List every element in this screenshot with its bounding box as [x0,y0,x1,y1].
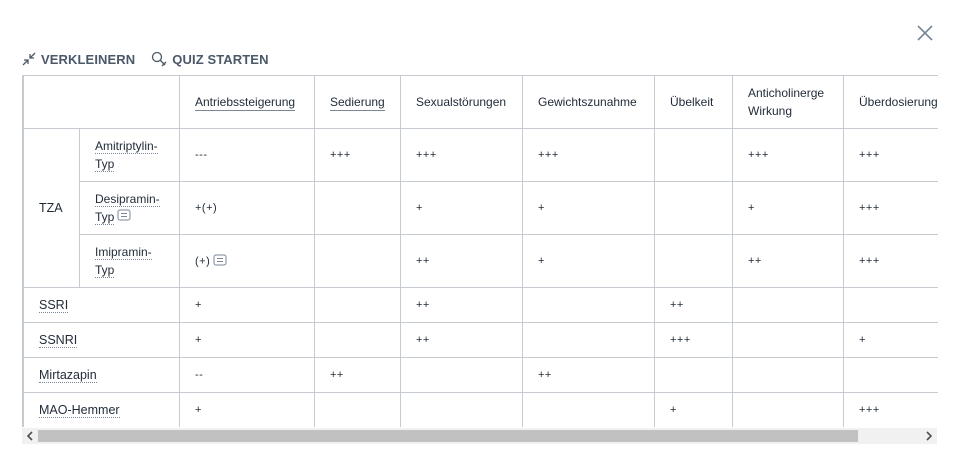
cell [655,129,733,182]
column-header: Sedierung [315,76,401,129]
row-label: SSRI [24,288,180,323]
cell [401,358,523,393]
quiz-icon [151,51,167,67]
collapse-arrows-icon [22,52,36,66]
cell: +++ [844,235,939,288]
cell: +++ [844,393,939,428]
cell: + [523,182,655,235]
cell: + [655,393,733,428]
cell [733,393,844,428]
row-group-label: TZA [24,129,80,288]
chevron-left-icon [26,431,34,441]
cell [655,182,733,235]
cell [655,235,733,288]
cell: ++ [733,235,844,288]
row-label: MAO-Hemmer [24,393,180,428]
cell: --- [180,129,315,182]
close-icon [914,22,936,44]
cell [844,358,939,393]
cell [315,288,401,323]
start-quiz-button[interactable] [151,51,268,67]
note-icon[interactable] [213,254,227,269]
cell [655,358,733,393]
chevron-right-icon [925,431,933,441]
cell: + [180,393,315,428]
cell: + [844,323,939,358]
cell: + [523,235,655,288]
cell: ++ [523,358,655,393]
cell: (+) [180,235,315,288]
cell: ++ [401,235,523,288]
cell: +++ [655,323,733,358]
cell: +++ [733,129,844,182]
table-row [24,323,939,358]
corner-cell [24,76,180,129]
cell [315,235,401,288]
row-label: Amitriptylin-Typ [80,129,180,182]
cell: ++ [401,323,523,358]
cell: +++ [844,129,939,182]
cell: +++ [401,129,523,182]
side-effects-table [23,75,938,427]
row-label: Desipramin-Typ [80,182,180,235]
cell: -- [180,358,315,393]
shrink-button[interactable] [22,52,135,67]
shrink-label: VERKLEINERN [41,51,136,67]
close-button[interactable] [914,22,936,44]
cell: +++ [315,129,401,182]
column-header: Gewichtszunahme [523,76,655,129]
scroll-right-button[interactable] [921,428,937,444]
cell [733,358,844,393]
cell [844,288,939,323]
cell [523,393,655,428]
table-row [24,129,939,182]
column-header: Anticholinerge Wirkung [733,76,844,129]
table-row [24,393,939,428]
cell [401,393,523,428]
scroll-thumb[interactable] [38,430,858,442]
column-header: Überdosierung [844,76,939,129]
table-viewport[interactable] [22,75,938,427]
cell: +++ [844,182,939,235]
cell: ++ [315,358,401,393]
table-row [24,288,939,323]
cell [315,323,401,358]
cell: + [401,182,523,235]
table-row [24,235,939,288]
cell [733,288,844,323]
row-label: Imipramin-Typ [80,235,180,288]
row-label: SSNRI [24,323,180,358]
toolbar [22,50,269,68]
cell [315,182,401,235]
cell [523,288,655,323]
cell: ++ [655,288,733,323]
scroll-left-button[interactable] [22,428,38,444]
cell: + [733,182,844,235]
note-icon[interactable] [117,208,131,226]
cell: + [180,323,315,358]
quiz-label: QUIZ STARTEN [172,51,269,67]
row-label: Mirtazapin [24,358,180,393]
header-row [24,76,939,129]
cell: ++ [401,288,523,323]
table-row [24,182,939,235]
cell [523,323,655,358]
cell: +(+) [180,182,315,235]
cell: +++ [523,129,655,182]
table-row [24,358,939,393]
cell: + [180,288,315,323]
column-header: Übelkeit [655,76,733,129]
cell [315,393,401,428]
column-header: Antriebssteigerung [180,76,315,129]
cell [733,323,844,358]
column-header: Sexualstörungen [401,76,523,129]
horizontal-scrollbar[interactable] [22,428,937,444]
